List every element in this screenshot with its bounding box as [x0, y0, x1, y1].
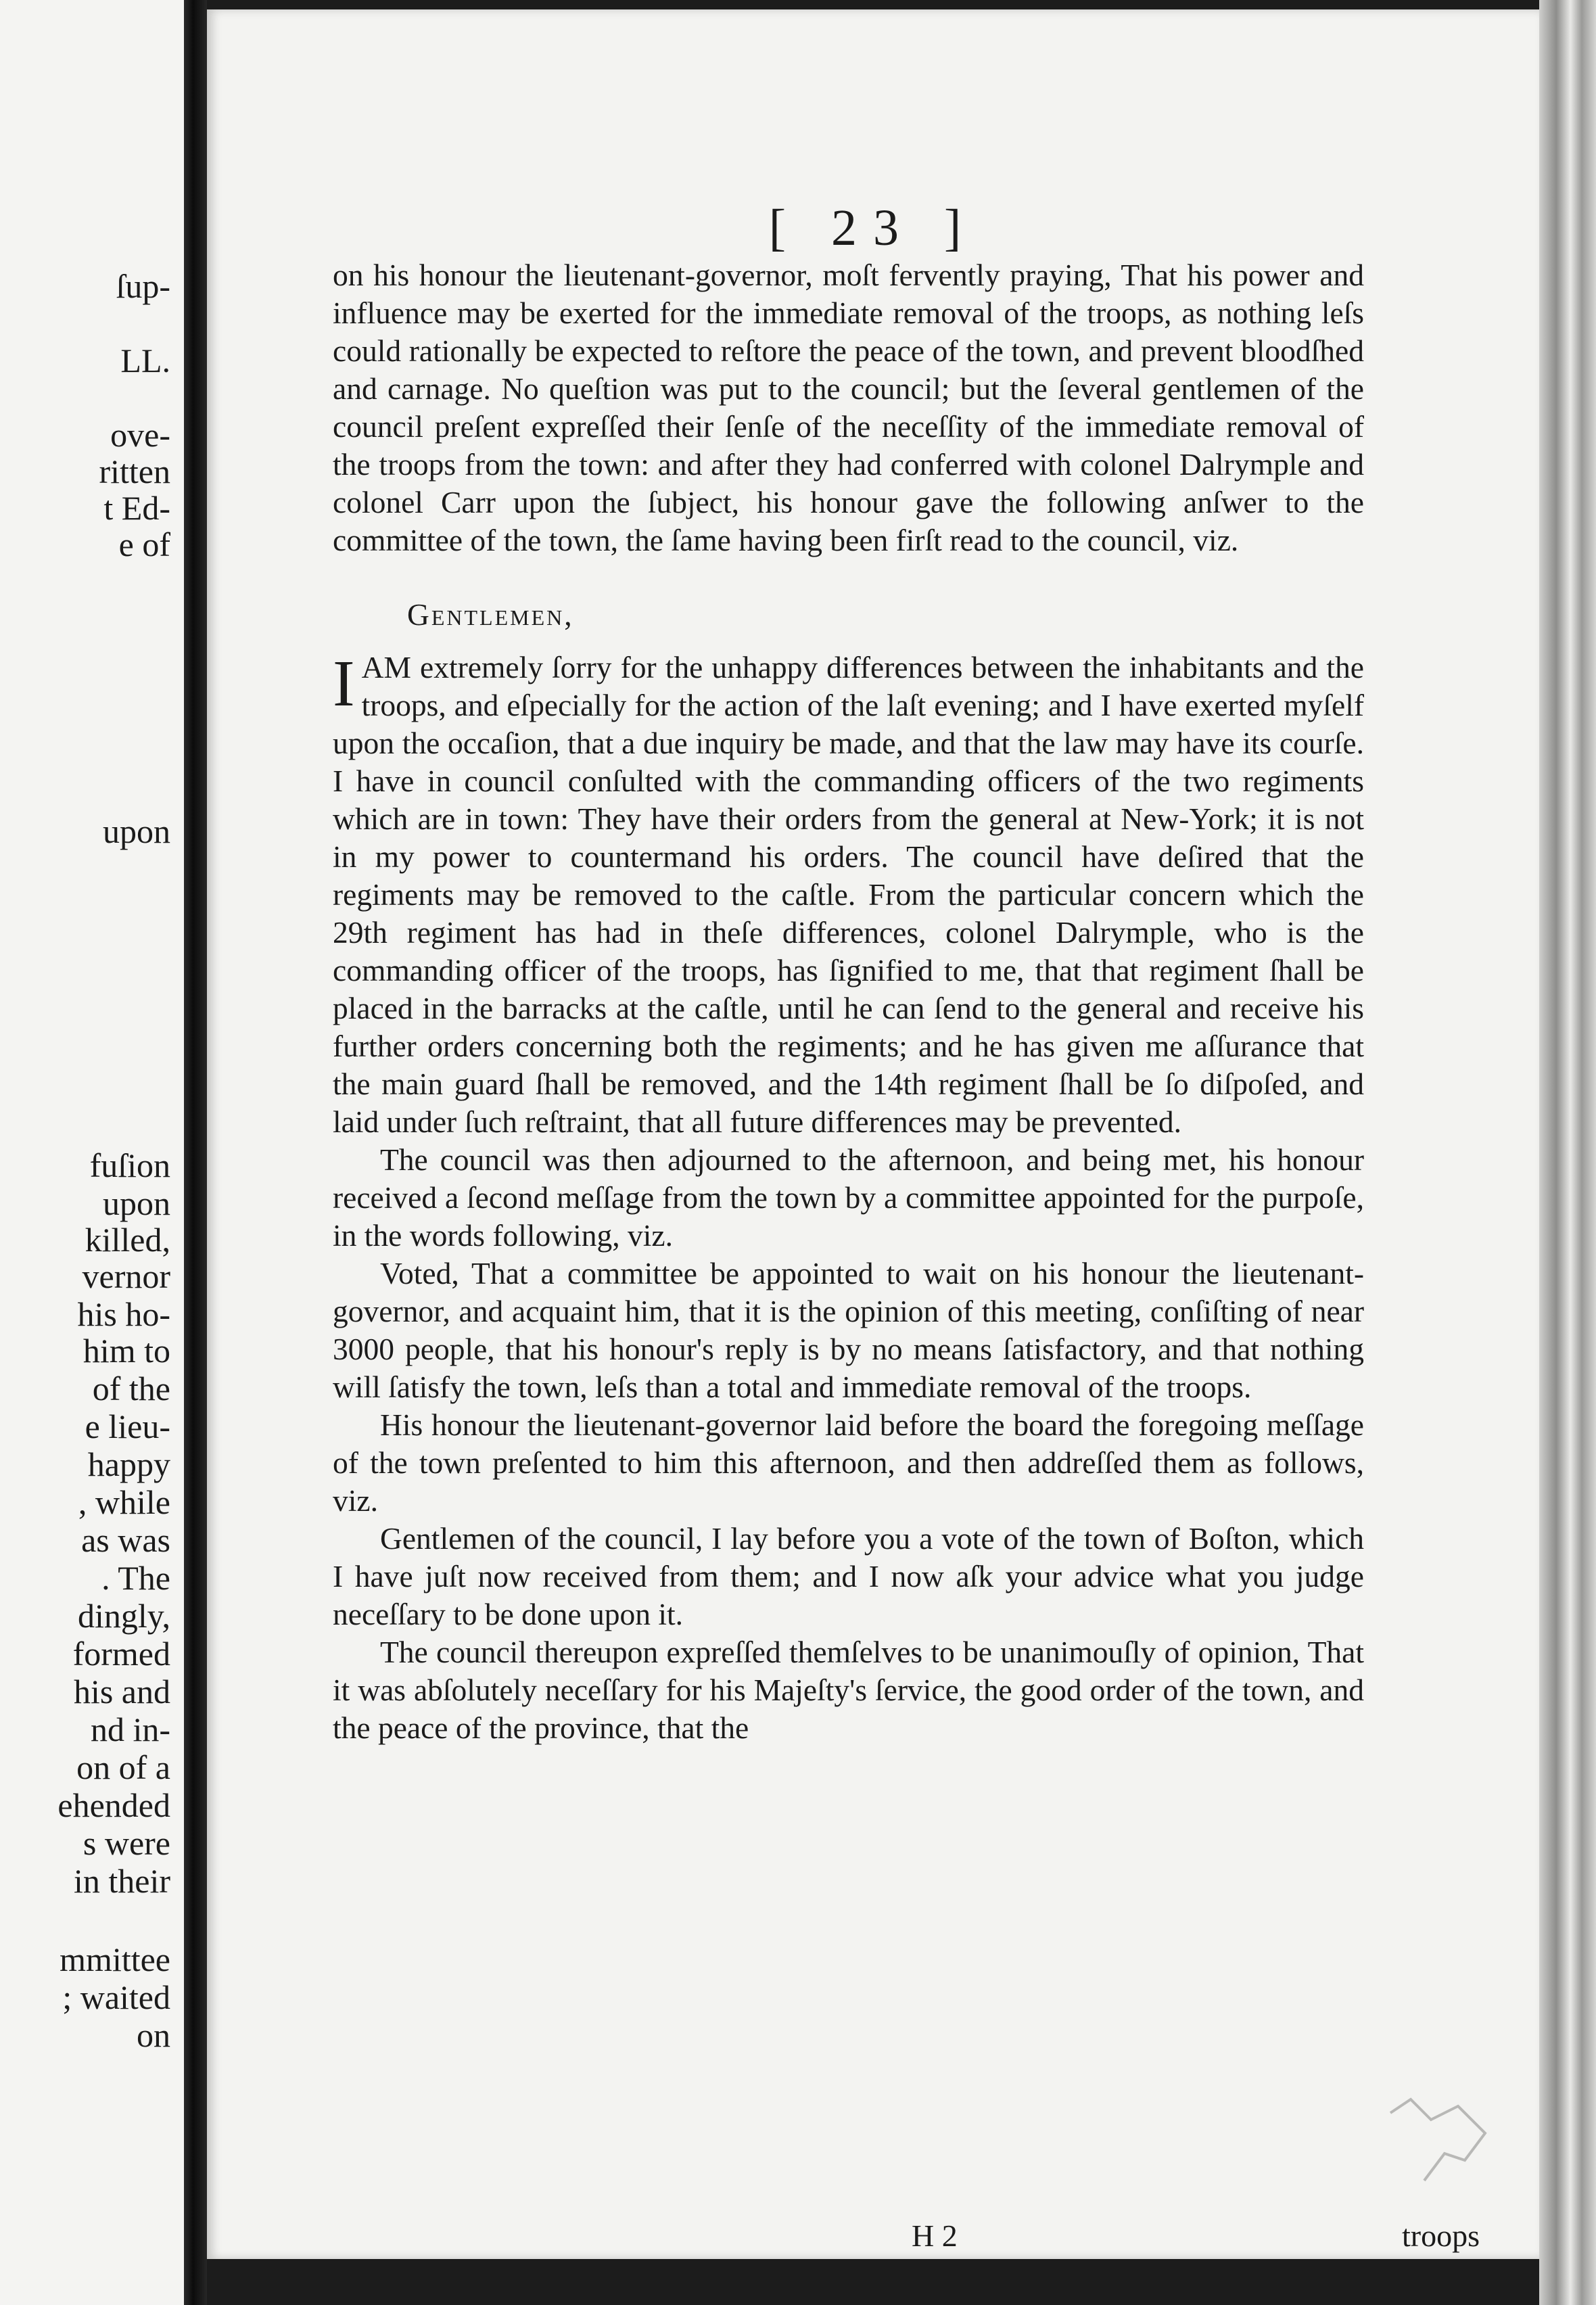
fragment-line: , while	[78, 1483, 170, 1521]
handwritten-mark-icon	[1384, 2093, 1505, 2187]
fragment-line: s were	[83, 1824, 170, 1862]
fragment-line: happy	[87, 1445, 170, 1483]
fragment-line: . The	[101, 1559, 170, 1597]
fragment-line: his ho-	[77, 1295, 170, 1333]
fragment-line: upon	[103, 1184, 170, 1222]
fragment-line: nd in-	[90, 1710, 170, 1748]
fragment-line: e lieu-	[85, 1407, 170, 1445]
fragment-line: on of a	[76, 1748, 170, 1786]
fragment-line: dingly,	[77, 1597, 170, 1635]
fragment-line: LL.	[120, 342, 170, 379]
book-page	[207, 9, 1539, 2259]
fragment-line: ; waited	[62, 1978, 170, 2016]
fragment-line: mmittee	[60, 1940, 170, 1978]
facing-page-fragment	[0, 0, 184, 2305]
page-number-header: [ 23 ]	[768, 200, 978, 256]
fragment-line: formed	[72, 1635, 170, 1673]
fragment-line: vernor	[82, 1257, 170, 1295]
fragment-line: ſup-	[116, 267, 170, 305]
fragment-line: e of	[118, 526, 170, 563]
paragraph: His honour the lieutenant-governor laid before the board the foregoing meſſage of the town preſented to him this afternoon, and then addreſſed them as follows, viz.	[333, 1407, 1364, 1518]
fragment-line: in their	[73, 1862, 170, 1900]
fragment-line: his and	[73, 1673, 170, 1710]
letter-salutation: Gentlemen,	[407, 597, 574, 632]
fragment-line: ove-	[110, 416, 170, 454]
fragment-line: on	[137, 2016, 170, 2054]
paragraph: The council was then adjourned to the afternoon, and being met, his honour received a ſecond meſſage from the town by a committee appointed for the purpoſe, in the words following, viz.	[333, 1142, 1364, 1253]
fragment-line: ehended	[57, 1786, 170, 1824]
paragraph: The council thereupon expreſſed themſelves to be unanimouſly of opinion, That it was abſolutely neceſſary for his Majeſty's ſervice, the good order of the town, and the peace of the province, that the	[333, 1635, 1364, 1745]
book-binding-gutter	[184, 0, 207, 2305]
page-body-text	[333, 256, 1364, 1747]
fragment-line: killed,	[85, 1221, 170, 1259]
fragment-line: fuſion	[89, 1146, 170, 1184]
fragment-line: of the	[92, 1370, 170, 1407]
paragraph: Gentlemen of the council, I lay before you a vote of the town of Boſton, which I have juſt now received from them; and I now aſk your advice what you judge neceſſary to be done upon it.	[333, 1521, 1364, 1631]
fragment-line: him to	[83, 1332, 170, 1370]
paragraph: Voted, That a committee be appointed to wait on his honour the lieutenant-governor, and acquaint him, that it is the opinion of this meeting, conſiſting of near 3000 people, that his honour's reply is by no means ſatisfactory, and that nothing will ſatisfy the town, leſs than a total and immediate removal of the troops.	[333, 1256, 1364, 1404]
letter-body: IAM extremely ſorry for the unhappy differences between the inhabitants and the troops, and eſpecially for the action of the laſt evening; and I have exerted myſelf upon the occaſion, that a due inquiry be made, and that the law may have its courſe. I have in council conſulted with the commanding officers of the two regiments which are in town: They have their orders from the general at New-York; it is not in my power to countermand his orders. The council have deſired that the regiments may be removed to the caſtle. From the particular concern which the 29th regiment has had in theſe differences, colonel Dalrymple, who is the commanding officer of the troops, has ſignified to me, that that regiment ſhall be placed in the barracks at the caſtle, until he can ſend to the general and receive his further orders concerning both the regiments; and he has given me aſſurance that the main guard ſhall be removed, and the 14th regiment ſhall be ſo diſpoſed, and laid under ſuch reſtraint, that all future differences may be prevented.	[333, 647, 1364, 1139]
fragment-line: upon	[103, 812, 170, 850]
page-stack-edge	[1539, 0, 1596, 2305]
signature-mark: H 2	[912, 2218, 958, 2253]
fragment-line: t Ed-	[103, 489, 170, 527]
paragraph: on his honour the lieutenant-governor, moſt fervently praying, That his power and influence may be exerted for the immediate removal of the troops, as nothing leſs could rationally be expected to reſtore the peace of the town, and prevent bloodſhed and carnage. No queſtion was put to the council; but the ſeveral gentlemen of the council preſent expreſſed their ſenſe of the neceſſity of the immediate removal of the troops from the town: and after they had conferred with colonel Dalrymple and colonel Carr upon the ſubject, his honour gave the following anſwer to the committee of the town, the ſame having been firſt read to the council, viz.	[333, 258, 1364, 557]
fragment-line: as was	[81, 1521, 170, 1559]
catchword: troops	[1402, 2218, 1480, 2253]
fragment-line: ritten	[99, 452, 170, 490]
